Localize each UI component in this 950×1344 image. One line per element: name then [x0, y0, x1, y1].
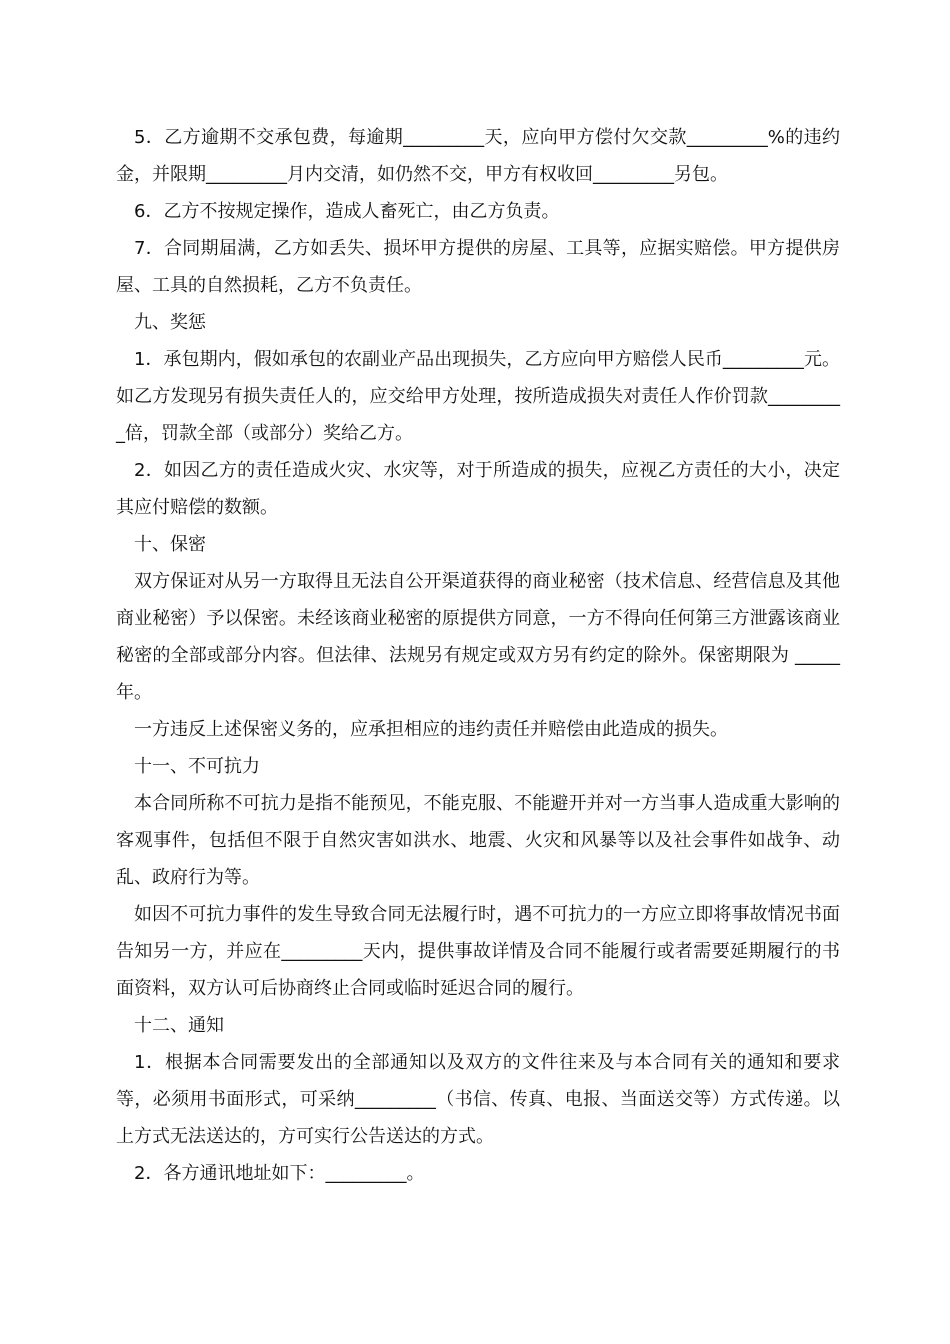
clause-9-1-loss-compensation: 1．承包期内，假如承包的农副业产品出现损失，乙方应向甲方赔偿人民币_________元。如乙方发现另有损失责任人的，应交给甲方处理，按所造成损失对责任人作价罚款_________倍，罚款全部（或部分）奖给乙方。 — [116, 349, 840, 444]
section-heading-rewards-penalties: 九、奖惩 — [134, 312, 206, 333]
clause-8-6-operation-liability: 6．乙方不按规定操作，造成人畜死亡，由乙方负责。 — [134, 201, 560, 222]
clause-11-force-majeure-definition: 本合同所称不可抗力是指不能预见，不能克服、不能避开并对一方当事人造成重大影响的客观事件，包括但不限于自然灾害如洪水、地震、火灾和风暴等以及社会事件如战争、动乱、政府行为等。 — [116, 793, 840, 888]
document-page — [116, 119, 840, 1192]
clause-12-1-notice-form: 1．根据本合同需要发出的全部通知以及双方的文件往来及与本合同有关的通知和要求等，必须用书面形式，可采纳_________（书信、传真、电报、当面送交等）方式传递。以上方式无法送达的，方可实行公告送达的方式。 — [116, 1052, 840, 1147]
clause-8-7-expiry-compensation: 7．合同期届满，乙方如丢失、损坏甲方提供的房屋、工具等，应据实赔偿。甲方提供房屋、工具的自然损耗，乙方不负责任。 — [116, 238, 840, 296]
clause-9-2-disaster-compensation: 2．如因乙方的责任造成火灾、水灾等，对于所造成的损失，应视乙方责任的大小，决定其应付赔偿的数额。 — [116, 460, 840, 518]
clause-12-2-addresses: 2．各方通讯地址如下：_________。 — [134, 1163, 425, 1184]
section-heading-force-majeure: 十一、不可抗力 — [134, 756, 260, 777]
clause-8-5-overdue-fee: 5．乙方逾期不交承包费，每逾期_________天，应向甲方偿付欠交款_________%的违约金，并限期_________月内交清，如仍然不交，甲方有权收回_________另包。 — [116, 127, 840, 185]
clause-10-breach-liability: 一方违反上述保密义务的，应承担相应的违约责任并赔偿由此造成的损失。 — [134, 719, 728, 740]
clause-11-force-majeure-notice: 如因不可抗力事件的发生导致合同无法履行时，遇不可抗力的一方应立即将事故情况书面告知另一方，并应在_________天内，提供事故详情及合同不能履行或者需要延期履行的书面资料，双方认可后协商终止合同或临时延迟合同的履行。 — [116, 904, 840, 999]
section-heading-confidentiality: 十、保密 — [134, 534, 206, 555]
section-heading-notice: 十二、通知 — [134, 1015, 224, 1036]
clause-10-confidentiality-obligation: 双方保证对从另一方取得且无法自公开渠道获得的商业秘密（技术信息、经营信息及其他商业秘密）予以保密。未经该商业秘密的原提供方同意，一方不得向任何第三方泄露该商业秘密的全部或部分内容。但法律、法规另有规定或双方另有约定的除外。保密期限为 _____年。 — [116, 571, 840, 703]
